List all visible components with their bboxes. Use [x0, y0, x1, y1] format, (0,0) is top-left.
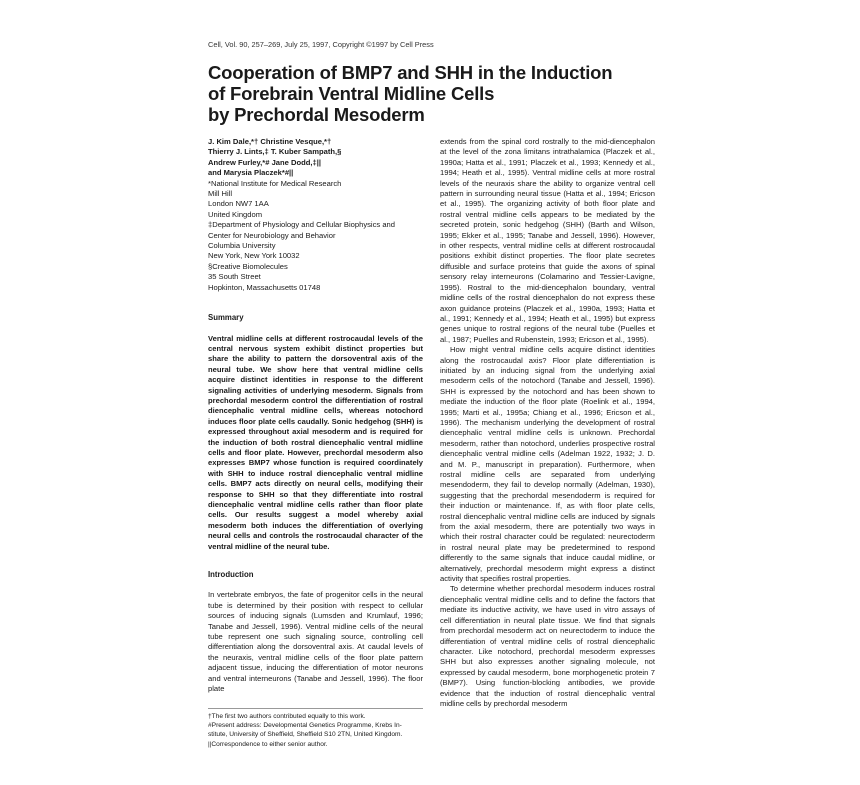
- body-paragraph: extends from the spinal cord rostrally to the mid-diencephalon at the level of the zona limitans intrathalamica (Placzek et al., 1990a; Hatta et al., 1991; Placzek et al., 1993; Kennedy et al., 1994; Heath et al., 1995). Ventral midline cells at more rostral levels of the neuraxis share the ability to organize ventral cell pattern in surrounding neural tissue (Hatta et al., 1994; Ericson et al., 1995). The organizing activity of both floor plate and rostral ventral midline cells appears to be mediated by the secreted protein, sonic hedgehog (SHH) (Barth and Wilson, 1995; Ekker et al., 1995; Tanabe and Jessell, 1996). However, in other respects, ventral midline cells at different rostrocaudal positions exhibit distinct properties. The floor plate secretes diffusible and surface proteins that guide the axons of spinal sensory relay interneurons (Colamarino and Tessier-Lavigne, 1995). Rostral to the mid-diencephalon boundary, ventral midline cells of the rostral diencephalon do not express these axon guidance proteins (Placzek et al., 1990a, 1993; Hatta et al., 1991; Kennedy et al., 1994; Heath et al., 1995) but express genes unique to rostral regions of the neural tube (Puelles et al., 1987; Puelles and Rubenstein, 1993; Ericson et al., 1995).: [440, 137, 655, 344]
- introduction-text: In vertebrate embryos, the fate of progenitor cells in the neural tube is determined by their position with respect to cellular sources of inducing signals (Lumsden and Krumlauf, 1996; Tanabe and Jessell, 1996). Ventral midline cells of the neural tube represent one such signaling source, controlling cell differentiation along the dorsoventral axis. At caudal levels of the neuraxis, ventral midline cells of the floor plate pattern adjacent tissue, inducing the differentiation of motor neurons and ventral interneurons (Tanabe and Jessell, 1996). The floor plate: [208, 590, 423, 694]
- left-column: [208, 137, 423, 695]
- introduction-heading: Introduction: [208, 570, 254, 580]
- affiliation-line: Center for Neurobiology and Behavior: [208, 230, 336, 240]
- affiliation-line: Columbia University: [208, 241, 276, 251]
- journal-citation: Cell, Vol. 90, 257–269, July 25, 1997, Copyright ©1997 by Cell Press: [208, 40, 434, 49]
- footnote: †The first two authors contributed equally to this work.: [208, 713, 366, 720]
- body-paragraph: To determine whether prechordal mesoderm induces rostral diencephalic ventral midline cells and to define the factors that mediate its inductive activity, we have used in vitro assays of cell differentiation in neural plate tissue. We find that signals from prechordal mesoderm act on neurectoderm to induce the differentiation of ventral midline cells of rostral diencephalic character. Like notochord, prechordal mesoderm expresses SHH but also expresses another signaling molecule, not expressed by caudal mesoderm, bone morphogenetic protein 7 (BMP7). Using function-blocking antibodies, we provide evidence that the induction of rostral diencephalic ventral midline cells by prechordal mesoderm: [440, 584, 655, 708]
- article-title: [208, 62, 628, 125]
- author-line: and Marysia Placzek*#||: [208, 168, 294, 178]
- affiliation-line: ‡Department of Physiology and Cellular Biophysics and: [208, 220, 395, 230]
- author-line: Thierry J. Lints,‡ T. Kuber Sampath,§: [208, 147, 342, 157]
- author-line: Andrew Furley,*# Jane Dodd,‡||: [208, 157, 321, 167]
- title-line: by Prechordal Mesoderm: [208, 104, 425, 125]
- affiliation-line: New York, New York 10032: [208, 251, 300, 261]
- author-line: J. Kim Dale,*† Christine Vesque,*†: [208, 137, 332, 146]
- summary-heading: Summary: [208, 313, 244, 323]
- affiliations: [208, 179, 423, 293]
- affiliation-line: London NW7 1AA: [208, 199, 269, 209]
- affiliation-line: 35 South Street: [208, 272, 261, 282]
- affiliation-line: United Kingdom: [208, 209, 263, 219]
- author-list: [208, 137, 423, 179]
- footnote: ||Correspondence to either senior author.: [208, 740, 328, 748]
- affiliation-line: §Creative Biomolecules: [208, 261, 288, 271]
- affiliation-line: Hopkinton, Massachusetts 01748: [208, 282, 321, 292]
- summary-text: Ventral midline cells at different rostrocaudal levels of the central nervous system exhibit distinct properties but share the ability to pattern the dorsoventral axis of the neural tube. We show here that ventral midline cells acquire distinct identities in response to the different signaling activities of underlying mesoderm. Signals from prechordal mesoderm control the differentiation of rostral diencephalic ventral midline cells, whereas notochord induces floor plate cells caudally. Sonic hedgehog (SHH) is expressed throughout axial mesoderm and is required for the induction of both rostral diencephalic ventral midline cells and floor plate. However, prechordal mesoderm also expresses BMP7 whose function is required coordinately with SHH to induce rostral diencephalic ventral midline cells. BMP7 acts directly on neural cells, modifying their response to SHH so that they differentiate into rostral diencephalic ventral midline cells rather than floor plate cells. Our results suggest a model whereby axial mesoderm both induces the differentiation of overlying neural cells and controls the rostrocaudal character of the ventral midline of the neural tube.: [208, 333, 423, 551]
- right-column: [440, 137, 655, 709]
- footnote: stitute, University of Sheffield, Sheffield S10 2TN, United Kingdom.: [208, 731, 403, 739]
- footnote: #Present address: Developmental Genetics Programme, Krebs In-: [208, 722, 402, 730]
- footnotes: [208, 708, 423, 749]
- title-line: Cooperation of BMP7 and SHH in the Induction: [208, 62, 613, 83]
- body-paragraph: How might ventral midline cells acquire distinct identities along the rostrocaudal axis? Floor plate differentiation is initiated by an inducing signal from the underlying axial mesoderm cells of the notochord (Tanabe and Jessell, 1996). SHH is expressed by the notochord and has been shown to mediate the induction of the floor plate (Roelink et al., 1994, 1995; Marti et al., 1995a; Chiang et al., 1996; Ericson et al., 1996). The mechanism underlying the development of rostral diencephalic ventral midline cells is unknown. Prechordal mesoderm, rather than notochord, underlies prospective rostral diencephalic ventral midline cells (Adelman 1922, 1932; J. D. and M. P., manuscript in preparation). Furthermore, when rostral midline cells are separated from underlying mesendoderm, they fail to develop normally (Adelman, 1930), suggesting that the prechordal mesendoderm is required for their induction or maintenance. If, as with floor plate cells, rostral diencephalic ventral midline cells are induced by signals from the axial mesoderm, there are potentially two ways in which their rostral character could be regulated: neurectoderm in rostral neural plate may be predetermined to respond differently to the same signals that induce caudal midline, or alternatively, prechordal mesoderm might express a distinct activity that specifies rostral properties.: [440, 345, 655, 584]
- title-line: of Forebrain Ventral Midline Cells: [208, 83, 495, 104]
- affiliation-line: Mill Hill: [208, 189, 233, 199]
- affiliation-line: *National Institute for Medical Research: [208, 178, 342, 188]
